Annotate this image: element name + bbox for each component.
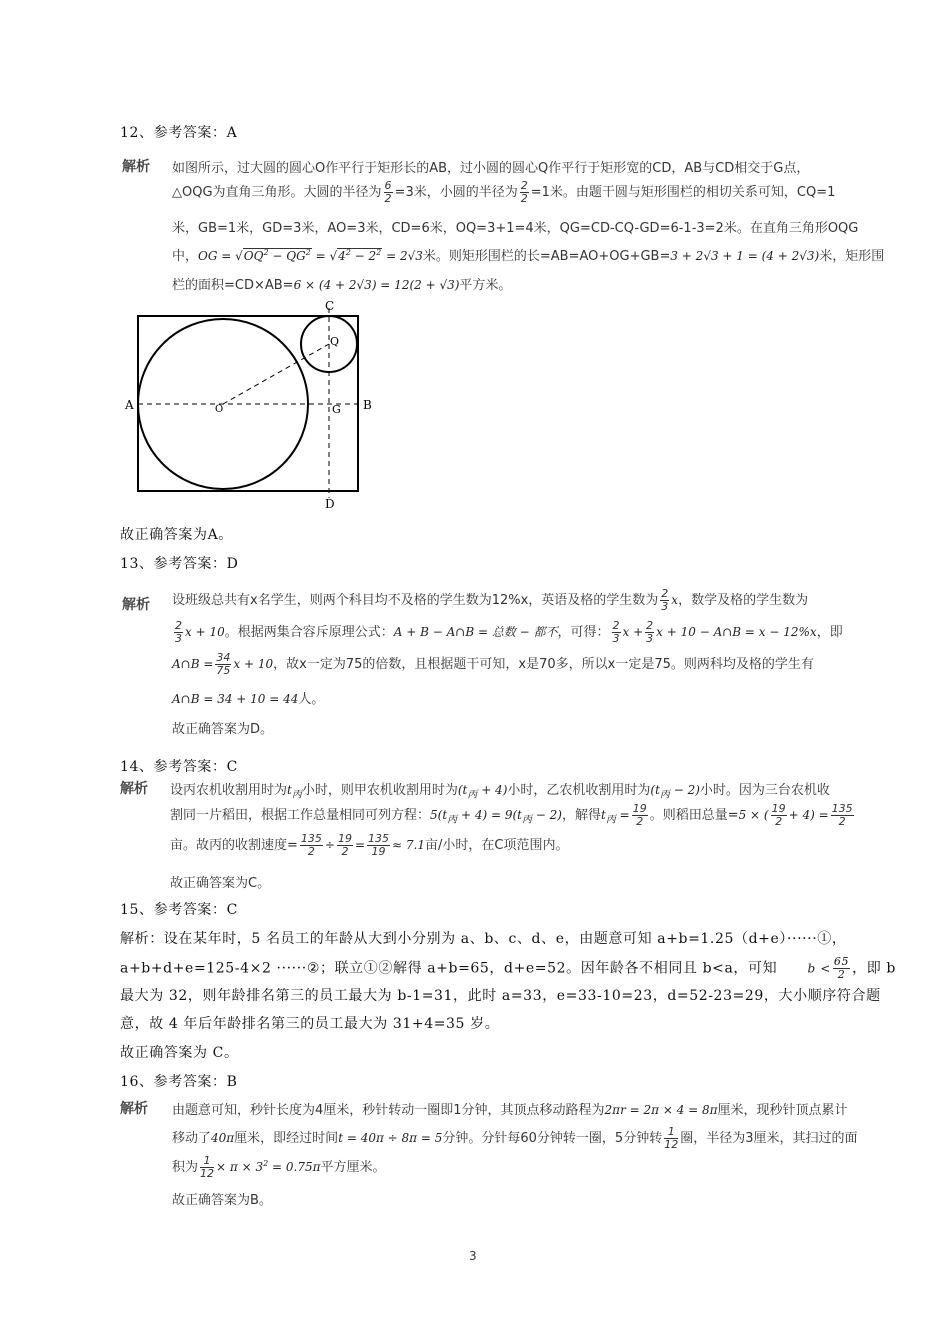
q13-line1: 设班级总共有x名学生，则两个科目均不及格的学生数为12%x，英语及格的学生数为 $\frac{2}{3}$ x，数学及格的学生数为 <box>172 587 809 613</box>
label-d: D <box>325 497 335 511</box>
label-g: G <box>332 403 341 416</box>
q15-line1: 解析：设在某年时，5 名员工的年龄从大到小分别为 a、b、c、d、e，由题意可知 a+b=1.25（d+e）······①， <box>120 931 847 947</box>
q13-line2: $\frac{2}{3}$ x + 10。根据两集合容斥原理公式：A + B − A∩B = 总数 − 都不，可得： $\frac{2}{3}$ x + $\frac{2}{3}$ x + 10 − A∩B = x − 12%x，即 <box>175 619 843 645</box>
q13-heading: 13、参考答案：D <box>120 556 239 572</box>
q12-conclusion: 故正确答案为A。 <box>120 527 233 543</box>
q15-line3: 最大为 32，则年龄排名第三的员工最大为 b-1=31，此时 a=33，e=33-10=23，d=52-23=29，大小顺序符合题 <box>120 988 881 1004</box>
q12-analysis-label: 解析 <box>122 159 150 175</box>
line-oq <box>223 344 329 404</box>
q12-line2: △OQG为直角三角形。大圆的半径为 $\frac{6}{2}$ =3米，小圆的半径为 $\frac{2}{2}$ =1米。由题干圆与矩形围栏的相切关系可知，CQ=1 <box>172 179 836 205</box>
page-number: 3 <box>469 1249 477 1263</box>
q15-line4: 意，故 4 年后年龄排名第三的员工最大为 31+4=35 岁。 <box>120 1016 500 1032</box>
q12-line1: 如图所示，过大圆的圆心O作平行于矩形长的AB，过小圆的圆心Q作平行于矩形宽的CD，AB与CD相交于G点， <box>172 161 810 176</box>
label-o: O <box>215 404 224 415</box>
q12-line4: 中，OG = $√OQ^2 - QG^2 = √4^2 - 2^2 = 2√3$米。则矩形围栏的长=AB=AO+OG+GB=3 + 2√3 + 1 = (4 + 2√3)米，矩形围 <box>172 248 885 264</box>
q12-heading: 12、参考答案：A <box>120 125 238 141</box>
q15-heading: 15、参考答案：C <box>120 902 238 918</box>
q14-line1: 设丙农机收割用时为$t_丙$小时，则甲农机收割用时为$(t_丙 + 4)$小时，乙农机收割用时为$(t_丙 - 2)$小时。因为三台农机收 <box>170 783 830 801</box>
q13-line4: A∩B = 34 + 10 = 44人。 <box>172 692 325 707</box>
q15-conclusion: 故正确答案为 C。 <box>120 1045 239 1061</box>
q13-analysis-label: 解析 <box>122 597 150 613</box>
q14-analysis-label: 解析 <box>120 781 148 797</box>
q12-line3: 米，GB=1米，GD=3米，AO=3米，CD=6米，OQ=3+1=4米，QG=CD-CQ-GD=6-1-3=2米。在直角三角形OQG <box>172 221 859 236</box>
label-b: B <box>363 398 372 412</box>
q14-heading: 14、参考答案：C <box>120 759 238 775</box>
label-q: Q <box>330 335 340 348</box>
q14-line2: 割同一片稻田，根据工作总量相同可列方程：$5(t_丙 + 4) = 9(t_丙 - 2)$，解得$t_丙$ = $\frac{19}{2}$ 。则稻田总量=5 × ( $\frac{19}{2}$ + 4) = $\frac{135}{2}$ <box>170 802 853 828</box>
q16-line2: 移动了40π厘米，即经过时间t = 40π ÷ 8π = 5分钟。分针每60分钟转一圈，5分钟转 $\frac{1}{12}$ 圈，半径为3厘米，其扫过的面 <box>172 1125 858 1151</box>
q16-analysis-label: 解析 <box>120 1101 148 1117</box>
q15-line2: a+b+d+e=125-4×2 ······②；联立①②解得 a+b=65，d+e=52。因年龄各不相同且 b<a，可知 b < $\frac{65}{2}$ ，即 b <box>120 955 896 981</box>
q14-conclusion: 故正确答案为C。 <box>170 876 271 891</box>
q16-line3: 积为 $\frac{1}{12}$ × $\pi \times 3^2 = 0.75\pi$平方厘米。 <box>172 1154 386 1180</box>
q13-conclusion: 故正确答案为D。 <box>172 722 274 737</box>
q13-line3: A∩B = $\frac{34}{75}$ x + 10，故x一定为75的倍数，且根据题干可知，x是70多，所以x一定是75。则两科均及格的学生有 <box>172 651 814 677</box>
q12-line5: 栏的面积=CD×AB=6 × (4 + 2√3) = 12(2 + √3)平方米。 <box>172 278 512 293</box>
q16-conclusion: 故正确答案为B。 <box>172 1193 272 1208</box>
q14-line3: 亩。故丙的收割速度= $\frac{135}{2}$ ÷ $\frac{19}{2}$ = $\frac{135}{19}$ ≈ 7.1亩/小时，在C项范围内。 <box>170 832 569 858</box>
q16-line1: 由题意可知，秒针长度为4厘米，秒针转动一圈即1分钟，其顶点移动路程为2πr = 2π × 4 = 8π厘米，现秒针顶点累计 <box>172 1103 848 1118</box>
q16-heading: 16、参考答案：B <box>120 1074 238 1090</box>
label-a: A <box>125 398 134 412</box>
label-c: C <box>325 299 335 313</box>
geometry-figure <box>118 298 380 514</box>
